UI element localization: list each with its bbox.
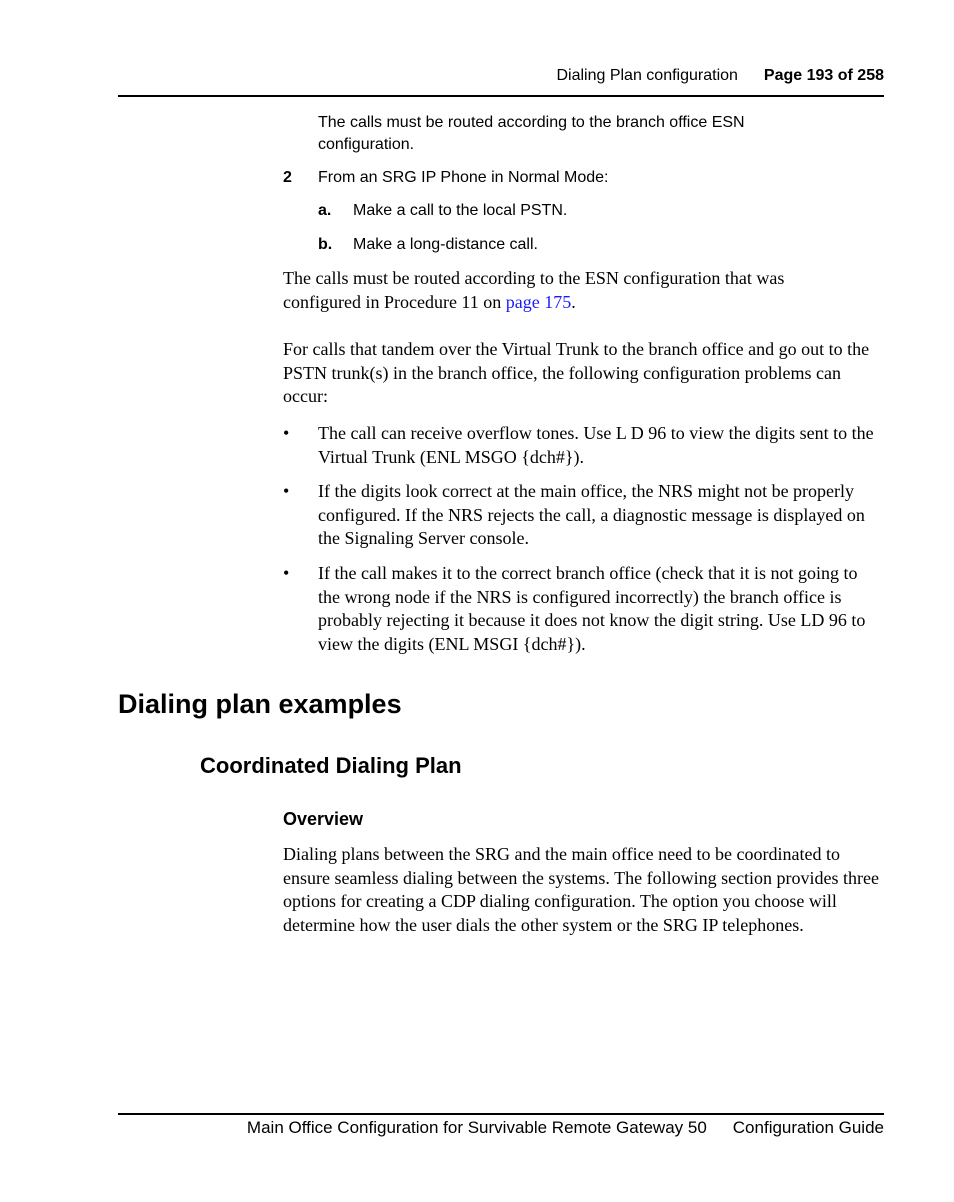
intro-paragraph: The calls must be routed according to the branch office ESN configuration.	[318, 114, 745, 153]
subsection-heading: Coordinated Dialing Plan	[200, 753, 462, 778]
step-text: From an SRG IP Phone in Normal Mode:	[318, 169, 609, 186]
substep-text: Make a call to the local PSTN.	[353, 202, 568, 219]
footer-document-title: Main Office Configuration for Survivable Remote Gateway 50	[246, 1118, 707, 1137]
bullet-icon: •	[283, 481, 290, 501]
bullet-item: The call can receive overflow tones. Use L D 96 to view the digits sent to the Virtual Trunk (ENL MSGO {dch#}).	[318, 423, 874, 467]
procedure-text-end: .	[571, 291, 576, 312]
procedure-paragraph	[283, 267, 843, 314]
substep-letter: a.	[318, 202, 332, 219]
header-section-title: Dialing Plan configuration	[556, 67, 738, 84]
overview-paragraph: Dialing plans between the SRG and the main office need to be coordinated to ensure seamless dialing between the systems. The following section provides three options for creating a CDP dialing configuration. The option you choose will determine how the user dials the other system or the SRG IP telephones.	[283, 844, 880, 935]
section-heading: Dialing plan examples	[118, 689, 402, 719]
bullet-item: If the call makes it to the correct branch office (check that it is not going to the wrong node if the NRS is configured incorrectly) the branch office is probably rejecting it because it does not know the digit string. Use LD 96 to view the digits (ENL MSGI {dch#}).	[318, 563, 866, 654]
running-header	[0, 66, 884, 86]
substep-letter: b.	[318, 236, 333, 253]
footer-guide-label: Configuration Guide	[732, 1118, 884, 1137]
tandem-paragraph: For calls that tandem over the Virtual Trunk to the branch office and go out to the PSTN trunk(s) in the branch office, the following configuration problems can occur:	[283, 339, 870, 406]
bullet-item: If the digits look correct at the main office, the NRS might not be properly configured. If the NRS rejects the call, a diagnostic message is displayed on the Signaling Server console.	[318, 481, 865, 548]
header-rule	[118, 95, 884, 97]
substep-text: Make a long-distance call.	[353, 236, 538, 253]
bullet-icon: •	[283, 563, 290, 583]
step-number: 2	[283, 169, 292, 186]
footer-rule	[118, 1113, 884, 1115]
running-footer	[0, 1117, 884, 1139]
bullet-icon: •	[283, 423, 290, 443]
header-page-number: Page 193 of 258	[763, 67, 884, 84]
page-175-link[interactable]: page 175	[505, 291, 572, 312]
procedure-text: The calls must be routed according to the ESN configuration that was configured in Procedure 11 on	[283, 268, 785, 312]
overview-heading: Overview	[283, 809, 364, 829]
